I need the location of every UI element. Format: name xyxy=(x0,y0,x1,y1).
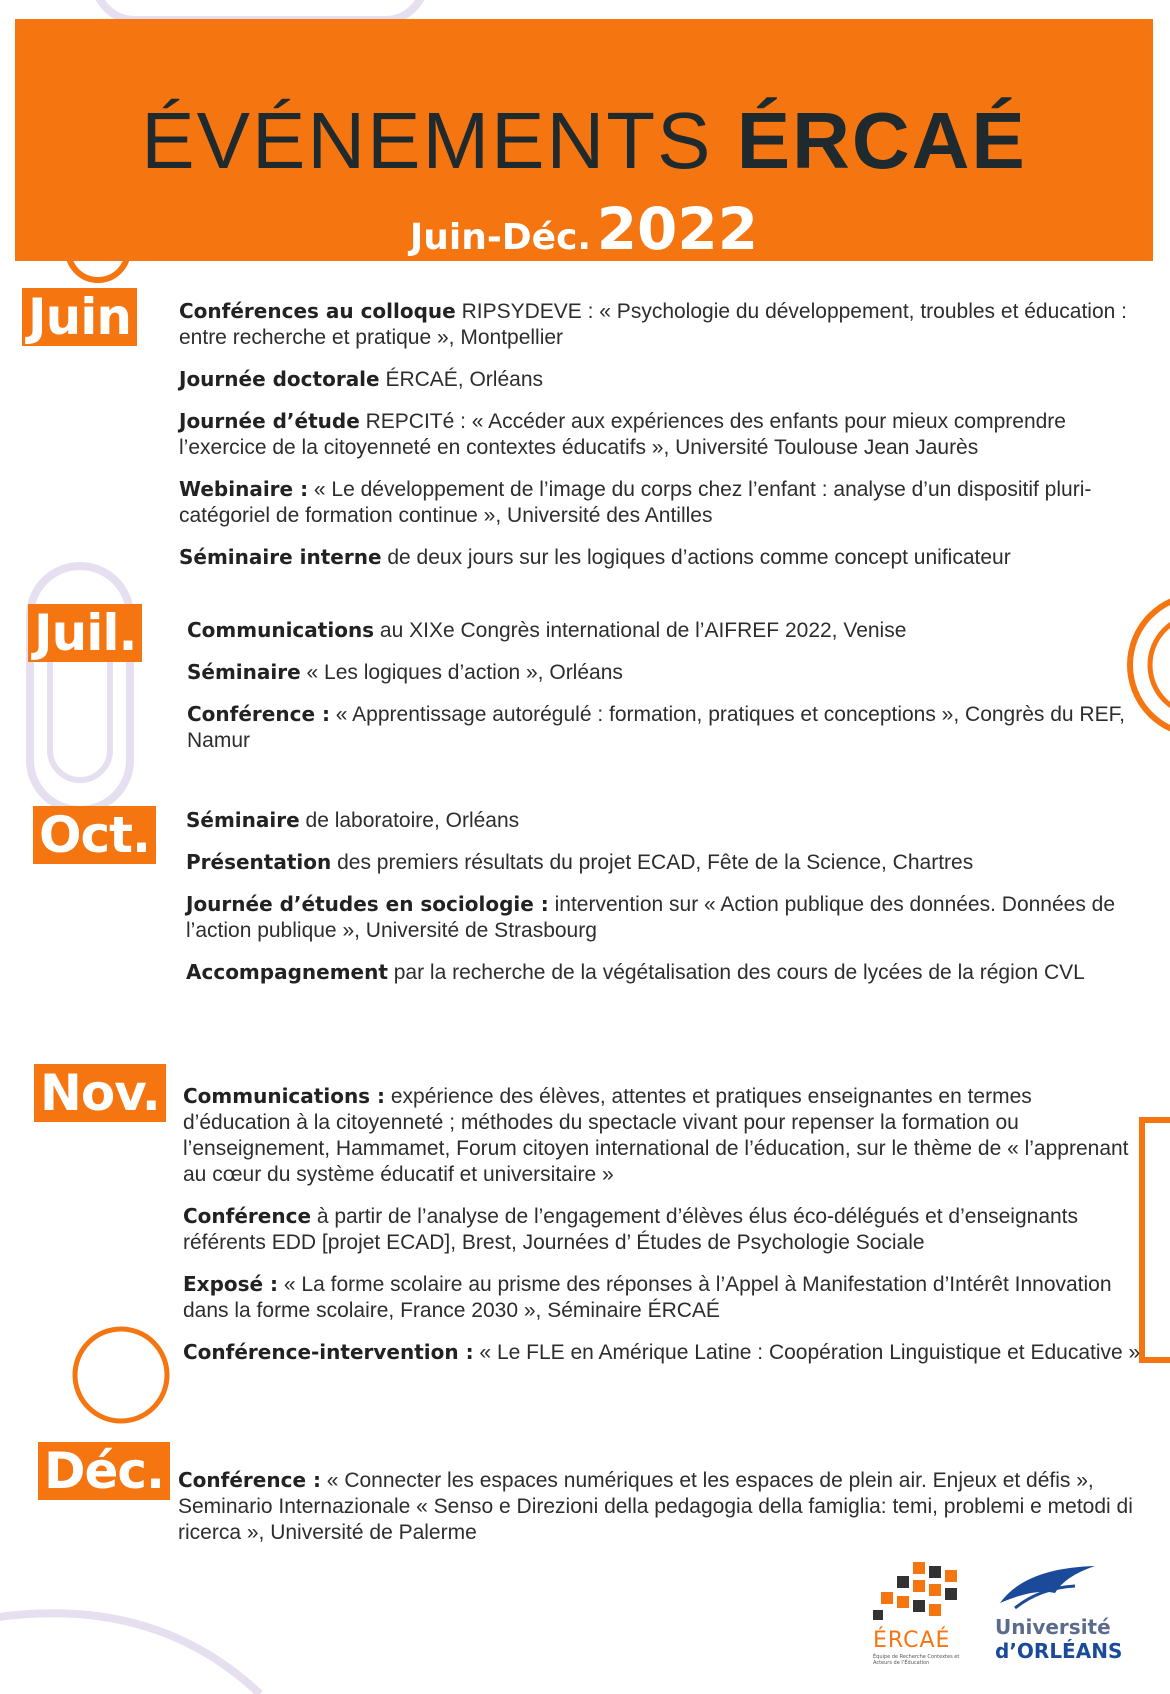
event-item: Communications : expérience des élèves, attentes et pratiques enseignantes en termes d’éducation à la citoyenneté ; méthodes du spectacle vivant pour repenser la formation ou l’enseignement, Hammamet, Forum citoyen international de l’éducation, sur le thème de « l’apprenant au cœur du système éducatif et universitaire » xyxy=(183,1084,1129,1186)
event-list-nov xyxy=(183,1083,1143,1381)
event-item: Journée doctorale ÉRCAÉ, Orléans xyxy=(179,367,543,391)
event-item: Accompagnement par la recherche de la végétalisation des cours de lycées de la région CVL xyxy=(186,960,1085,984)
universite-orleans-logo-mark xyxy=(995,1558,1105,1618)
universite-orleans-logo-name xyxy=(995,1615,1122,1663)
event-item: Conférence : « Connecter les espaces numériques et les espaces de plein air. Enjeux et défis », Seminario Internazionale « Senso e Direzioni della pedagogia della famiglia: temi, problemi e metodi di ricerca », Université de Palerme xyxy=(178,1468,1133,1544)
event-list-oct xyxy=(186,807,1146,1001)
ercae-logo-mark xyxy=(873,1562,973,1632)
subtitle-year: 2022 xyxy=(596,195,759,263)
event-item: Conférences au colloque RIPSYDEVE : « Psychologie du développement, troubles et éducation : entre recherche et pratique », Montpellier xyxy=(179,299,1127,349)
month-label-juil: Juil. xyxy=(28,604,142,662)
univ-line-1: Université xyxy=(995,1615,1111,1639)
event-item: Webinaire : « Le développement de l’image du corps chez l’enfant : analyse d’un dispositif pluri-catégoriel de formation continue », Université des Antilles xyxy=(179,477,1092,527)
orange-frame-right xyxy=(1142,1120,1170,1360)
event-item: Séminaire « Les logiques d’action », Orléans xyxy=(187,660,623,684)
left-pill-outline xyxy=(30,566,130,810)
event-item: Conférence à partir de l’analyse de l’engagement d’élèves élus éco-délégués et d’enseignants référents EDD [projet ECAD], Brest, Journées d’ Études de Psychologie Sociale xyxy=(183,1204,1079,1254)
page-subtitle xyxy=(15,195,1153,263)
event-list-juil xyxy=(187,617,1147,769)
month-label-juin: Juin xyxy=(22,288,137,346)
orange-circle-left xyxy=(75,1329,167,1421)
event-item: Exposé : « La forme scolaire au prisme des réponses à l’Appel à Manifestation d’Intérêt Innovation dans la forme scolaire, France 2030 », Séminaire ÉRCAÉ xyxy=(183,1272,1112,1322)
month-label-dec: Déc. xyxy=(38,1442,170,1500)
lavender-arc-bottom-left xyxy=(0,1613,260,1694)
month-label-oct: Oct. xyxy=(33,806,156,864)
page-title xyxy=(15,91,1153,191)
ercae-logo-tagline: Équipe de Recherche Contextes et Acteurs de l’Éducation xyxy=(873,1654,960,1666)
univ-line-2: d’ORLÉANS xyxy=(995,1639,1123,1663)
event-item: Conférence-intervention : « Le FLE en Amérique Latine : Coopération Linguistique et Educative » xyxy=(183,1340,1141,1364)
title-light: ÉVÉNEMENTS xyxy=(141,96,713,185)
orange-ring-right-inner xyxy=(1150,615,1170,715)
event-list-juin xyxy=(179,298,1139,586)
event-list-dec xyxy=(178,1467,1138,1561)
subtitle-prefix: Juin-Déc. xyxy=(409,217,592,258)
month-label-nov: Nov. xyxy=(34,1064,166,1122)
event-item: Conférence : « Apprentissage autorégulé : formation, pratiques et conceptions », Congrès du REF, Namur xyxy=(187,702,1125,752)
event-item: Journée d’études en sociologie : intervention sur « Action publique des données. Données de l’action publique », Université de Strasbourg xyxy=(186,892,1116,942)
top-pill-outline xyxy=(95,0,425,20)
header-banner xyxy=(15,19,1153,261)
title-bold: ÉRCAÉ xyxy=(736,96,1027,185)
event-item: Présentation des premiers résultats du projet ECAD, Fête de la Science, Chartres xyxy=(186,850,974,874)
event-item: Séminaire de laboratoire, Orléans xyxy=(186,808,520,832)
ercae-logo-name: ÉRCAÉ xyxy=(873,1628,951,1653)
event-item: Séminaire interne de deux jours sur les logiques d’actions comme concept unificateur xyxy=(179,545,1011,569)
event-item: Journée d’étude REPCITé : « Accéder aux expériences des enfants pour mieux comprendre l’exercice de la citoyenneté en contextes éducatifs », Université Toulouse Jean Jaurès xyxy=(179,409,1066,459)
event-item: Communications au XIXe Congrès international de l’AIFREF 2022, Venise xyxy=(187,618,907,642)
